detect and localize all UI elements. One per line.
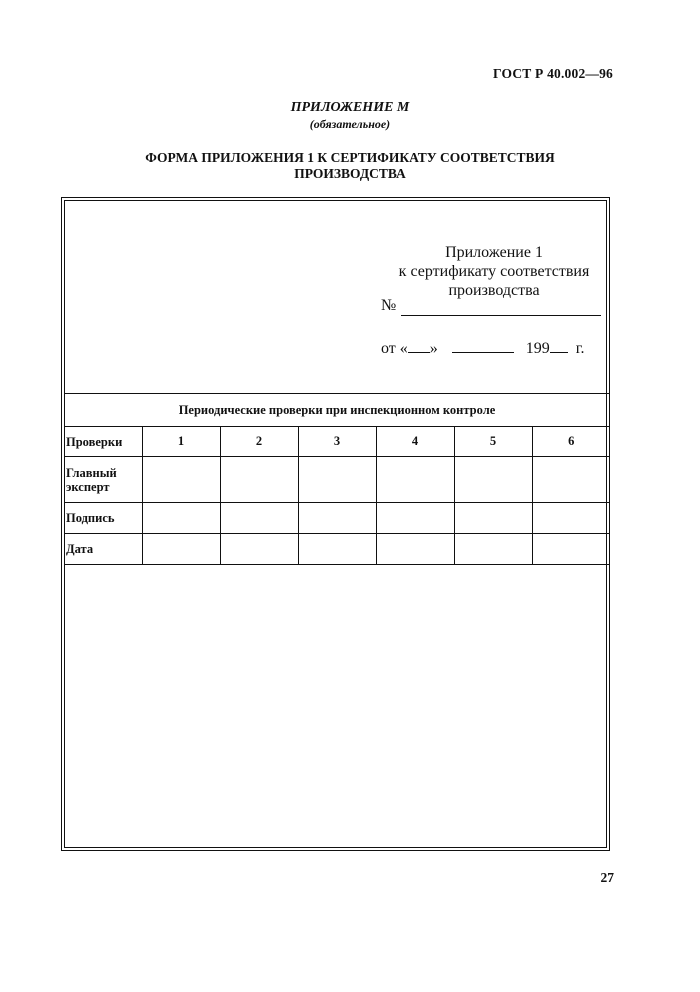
table-cell[interactable] [532, 534, 610, 565]
table-cell[interactable] [142, 503, 220, 534]
table-cell[interactable] [220, 457, 298, 503]
table-cell[interactable] [376, 457, 454, 503]
table-row [64, 457, 610, 503]
table-cell[interactable] [376, 503, 454, 534]
date-month-field[interactable] [452, 338, 514, 353]
certificate-date-line [381, 338, 585, 358]
table-row [64, 503, 610, 534]
column-header: 2 [220, 427, 298, 457]
appendix-status: (обязательное) [309, 117, 391, 131]
table-cell[interactable] [376, 534, 454, 565]
document-code: ГОСТ Р 40.002—96 [493, 66, 613, 81]
column-header: 3 [298, 427, 376, 457]
column-header: 6 [532, 427, 610, 457]
table-cell[interactable] [454, 503, 532, 534]
certificate-number-label: № [381, 297, 397, 314]
column-header: 1 [142, 427, 220, 457]
table-cell[interactable] [220, 534, 298, 565]
row-label-date: Дата [64, 534, 142, 565]
table-cell[interactable] [454, 457, 532, 503]
table-row [64, 534, 610, 565]
form-title-line-1: ФОРМА ПРИЛОЖЕНИЯ 1 К СЕРТИФИКАТУ СООТВЕТСТВИЯ [145, 150, 555, 165]
date-day-field[interactable] [408, 338, 430, 353]
inspection-table [64, 393, 610, 565]
date-mid: » [429, 340, 438, 357]
row-label-signature: Подпись [64, 503, 142, 534]
header-label: Проверки [64, 427, 142, 457]
row-label-expert: Главный эксперт [64, 457, 142, 503]
table-cell[interactable] [220, 503, 298, 534]
certificate-number-field[interactable] [401, 315, 601, 316]
table-cell[interactable] [142, 534, 220, 565]
attachment-line-1: Приложение 1 [445, 244, 543, 261]
appendix-title: ПРИЛОЖЕНИЕ М [290, 100, 410, 115]
date-prefix: от « [381, 340, 408, 357]
table-cell[interactable] [142, 457, 220, 503]
column-header: 5 [454, 427, 532, 457]
form-title [0, 150, 700, 182]
table-cell[interactable] [532, 457, 610, 503]
table-cell[interactable] [298, 457, 376, 503]
table-caption: Периодические проверки при инспекционном контроле [64, 394, 610, 427]
column-header: 4 [376, 427, 454, 457]
date-year-prefix: 199 [525, 340, 550, 357]
attachment-heading [376, 243, 612, 300]
page-number: 27 [600, 870, 614, 885]
date-suffix: г. [575, 340, 585, 357]
table-cell[interactable] [298, 503, 376, 534]
form-title-line-2: ПРОИЗВОДСТВА [294, 166, 406, 181]
table-cell[interactable] [298, 534, 376, 565]
attachment-line-2: к сертификату соответствия [398, 263, 590, 280]
date-year-field[interactable] [550, 338, 568, 353]
table-cell[interactable] [532, 503, 610, 534]
attachment-line-3: производства [448, 282, 540, 299]
table-cell[interactable] [454, 534, 532, 565]
